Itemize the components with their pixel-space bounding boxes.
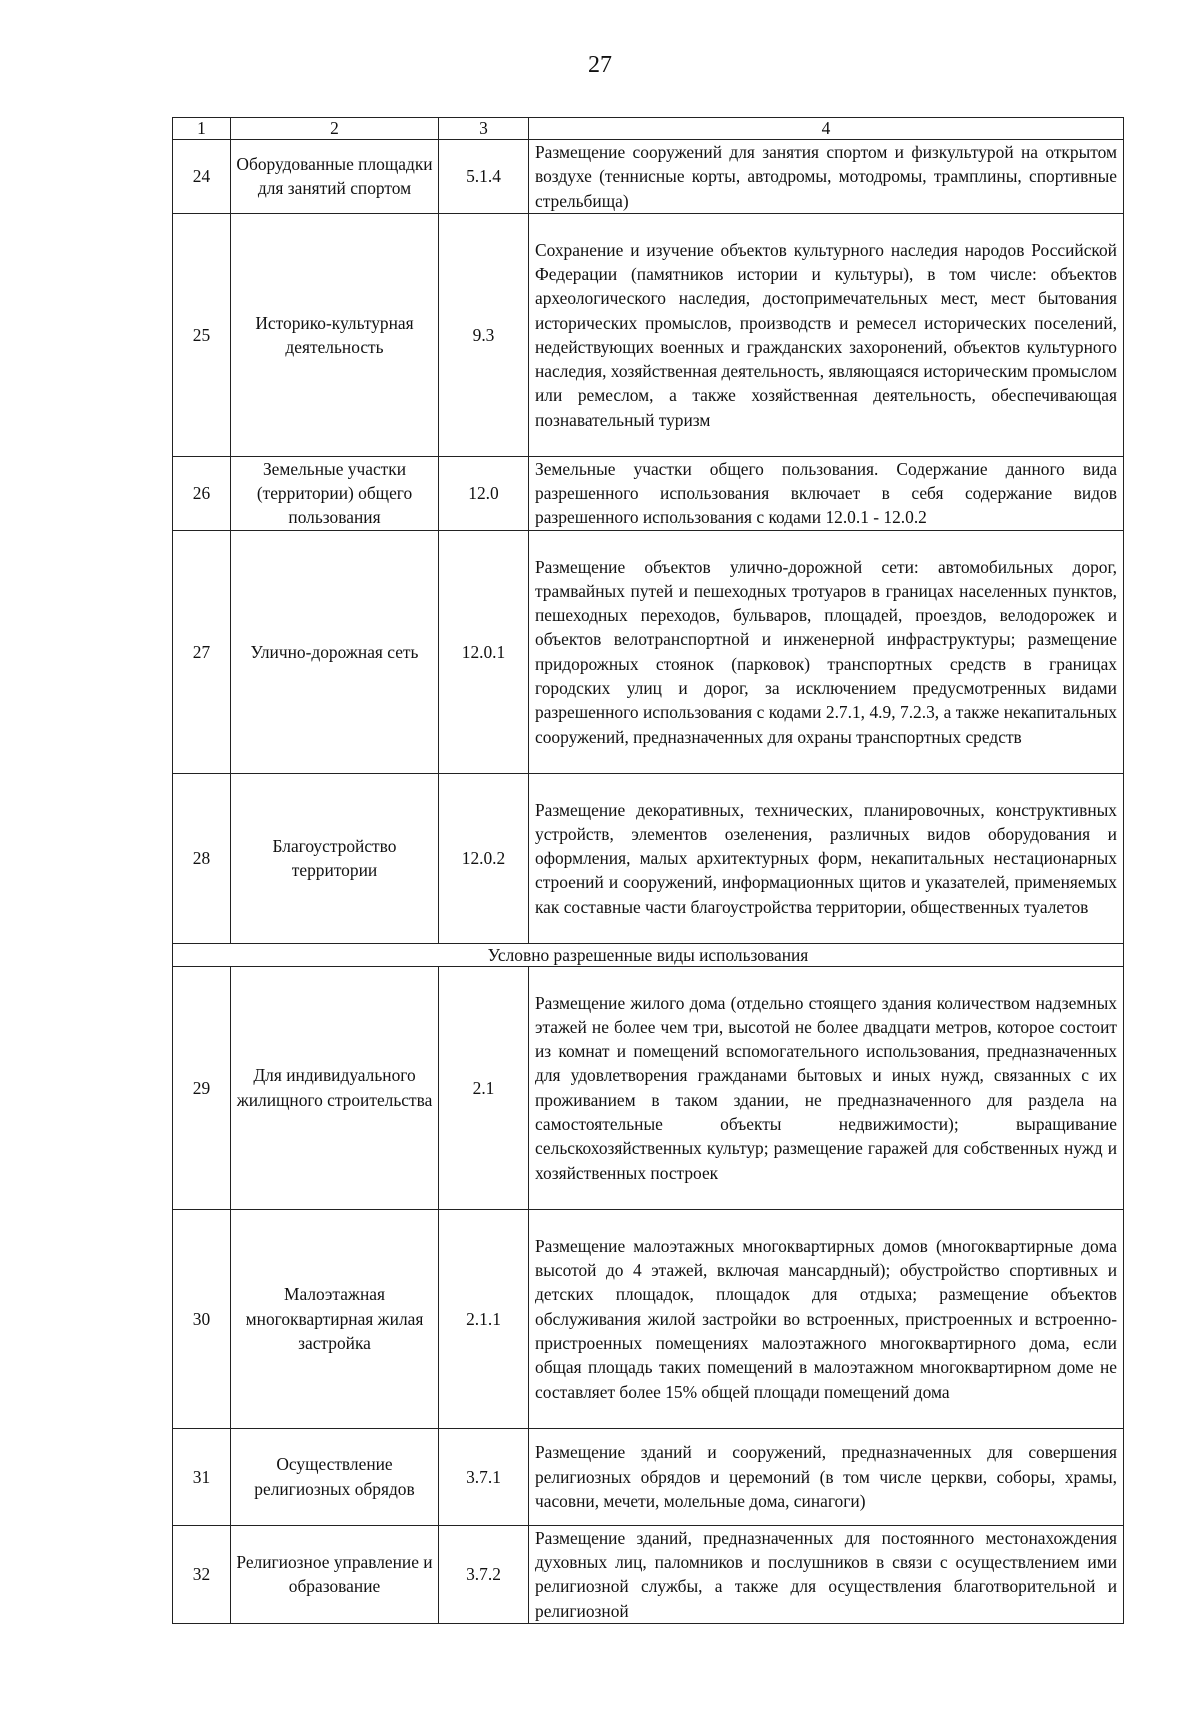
row-number: 25: [173, 213, 231, 456]
use-type-description: Земельные участки общего пользования. Содержание данного вида разрешенного использования включает в себя содержание видов разрешенного использования с кодами 12.0.1 - 12.0.2: [529, 456, 1124, 530]
use-type-description: Размещение жилого дома (отдельно стоящего здания количеством надземных этажей не более чем три, высотой не более двадцати метров, которое состоит из комнат и помещений вспомогательного использования, предназначенных для удовлетворения гражданами бытовых и иных нужд, связанных с их проживанием в таком здании, не предназначенного для раздела на самостоятельные объекты недвижимости); выращивание сельскохозяйственных культур; размещение гаражей для собственных нужд и хозяйственных построек: [529, 966, 1124, 1209]
use-type-description: Размещение зданий, предназначенных для постоянного местонахождения духовных лиц, паломников и послушников в связи с осуществлением ими религиозной службы, а также для осуществления благотворительной и религиозной: [529, 1525, 1124, 1623]
use-type-code: 12.0.1: [439, 530, 529, 773]
use-type-name: Малоэтажная многоквартирная жилая застройка: [231, 1209, 439, 1428]
column-number-4: 4: [529, 118, 1124, 140]
use-type-code: 12.0: [439, 456, 529, 530]
page-number: 27: [588, 52, 612, 78]
use-type-description: Размещение зданий и сооружений, предназначенных для совершения религиозных обрядов и церемоний (в том числе церкви, соборы, храмы, часовни, мечети, молельные дома, синагоги): [529, 1428, 1124, 1525]
table-row: [173, 1209, 1124, 1428]
section-header-row: [173, 943, 1124, 966]
column-number-3: 3: [439, 118, 529, 140]
table-row: [173, 1525, 1124, 1623]
use-type-code: 2.1: [439, 966, 529, 1209]
row-number: 26: [173, 456, 231, 530]
use-type-name: Для индивидуального жилищного строительства: [231, 966, 439, 1209]
table-row: [173, 456, 1124, 530]
use-type-code: 3.7.1: [439, 1428, 529, 1525]
use-type-name: Улично-дорожная сеть: [231, 530, 439, 773]
row-number: 31: [173, 1428, 231, 1525]
use-type-name: Земельные участки (территории) общего пользования: [231, 456, 439, 530]
use-type-code: 5.1.4: [439, 140, 529, 214]
table-row: [173, 1428, 1124, 1525]
table-row: [173, 140, 1124, 214]
row-number: 24: [173, 140, 231, 214]
use-type-name: Историко-культурная деятельность: [231, 213, 439, 456]
use-type-description: Размещение декоративных, технических, планировочных, конструктивных устройств, элементов озеленения, различных видов оборудования и оформления, малых архитектурных форм, некапитальных нестационарных строений и сооружений, информационных щитов и указателей, применяемых как составные части благоустройства территории, общественных туалетов: [529, 773, 1124, 943]
use-type-code: 3.7.2: [439, 1525, 529, 1623]
use-type-code: 9.3: [439, 213, 529, 456]
use-type-description: Размещение объектов улично-дорожной сети: автомобильных дорог, трамвайных путей и пешеходных тротуаров в границах населенных пунктов, пешеходных переходов, бульваров, площадей, проездов, велодорожек и объектов велотранспортной и инженерной инфраструктуры; размещение придорожных стоянок (парковок) транспортных средств в границах городских улиц и дорог, за исключением предусмотренных видами разрешенного использования с кодами 2.7.1, 4.9, 7.2.3, а также некапитальных сооружений, предназначенных для охраны транспортных средств: [529, 530, 1124, 773]
use-type-name: Осуществление религиозных обрядов: [231, 1428, 439, 1525]
use-type-description: Размещение сооружений для занятия спортом и физкультурой на открытом воздухе (теннисные корты, автодромы, мотодромы, трамплины, спортивные стрельбища): [529, 140, 1124, 214]
use-type-description: Размещение малоэтажных многоквартирных домов (многоквартирные дома высотой до 4 этажей, включая мансардный); обустройство спортивных и детских площадок, площадок для отдыха; размещение объектов обслуживания жилой застройки во встроенных, пристроенных и встроенно-пристроенных помещениях малоэтажного многоквартирного дома, если общая площадь таких помещений в малоэтажном многоквартирном доме не составляет более 15% общей площади помещений дома: [529, 1209, 1124, 1428]
row-number: 28: [173, 773, 231, 943]
use-type-description: Сохранение и изучение объектов культурного наследия народов Российской Федерации (памятников истории и культуры), в том числе: объектов археологического наследия, достопримечательных мест, мест бытования исторических промыслов, производств и ремесел исторических поселений, недействующих военных и гражданских захоронений, объектов культурного наследия, хозяйственная деятельность, являющаяся историческим промыслом или ремеслом, а также хозяйственная деятельность, обеспечивающая познавательный туризм: [529, 213, 1124, 456]
use-type-name: Оборудованные площадки для занятий спортом: [231, 140, 439, 214]
use-type-code: 12.0.2: [439, 773, 529, 943]
column-number-2: 2: [231, 118, 439, 140]
table-row: [173, 773, 1124, 943]
row-number: 30: [173, 1209, 231, 1428]
row-number: 27: [173, 530, 231, 773]
row-number: 32: [173, 1525, 231, 1623]
use-type-code: 2.1.1: [439, 1209, 529, 1428]
column-number-1: 1: [173, 118, 231, 140]
section-title: Условно разрешенные виды использования: [173, 943, 1124, 966]
land-use-table: [172, 117, 1124, 1624]
use-type-name: Благоустройство территории: [231, 773, 439, 943]
table-row: [173, 966, 1124, 1209]
column-number-header-row: [173, 118, 1124, 140]
table-row: [173, 213, 1124, 456]
use-type-name: Религиозное управление и образование: [231, 1525, 439, 1623]
row-number: 29: [173, 966, 231, 1209]
table-row: [173, 530, 1124, 773]
